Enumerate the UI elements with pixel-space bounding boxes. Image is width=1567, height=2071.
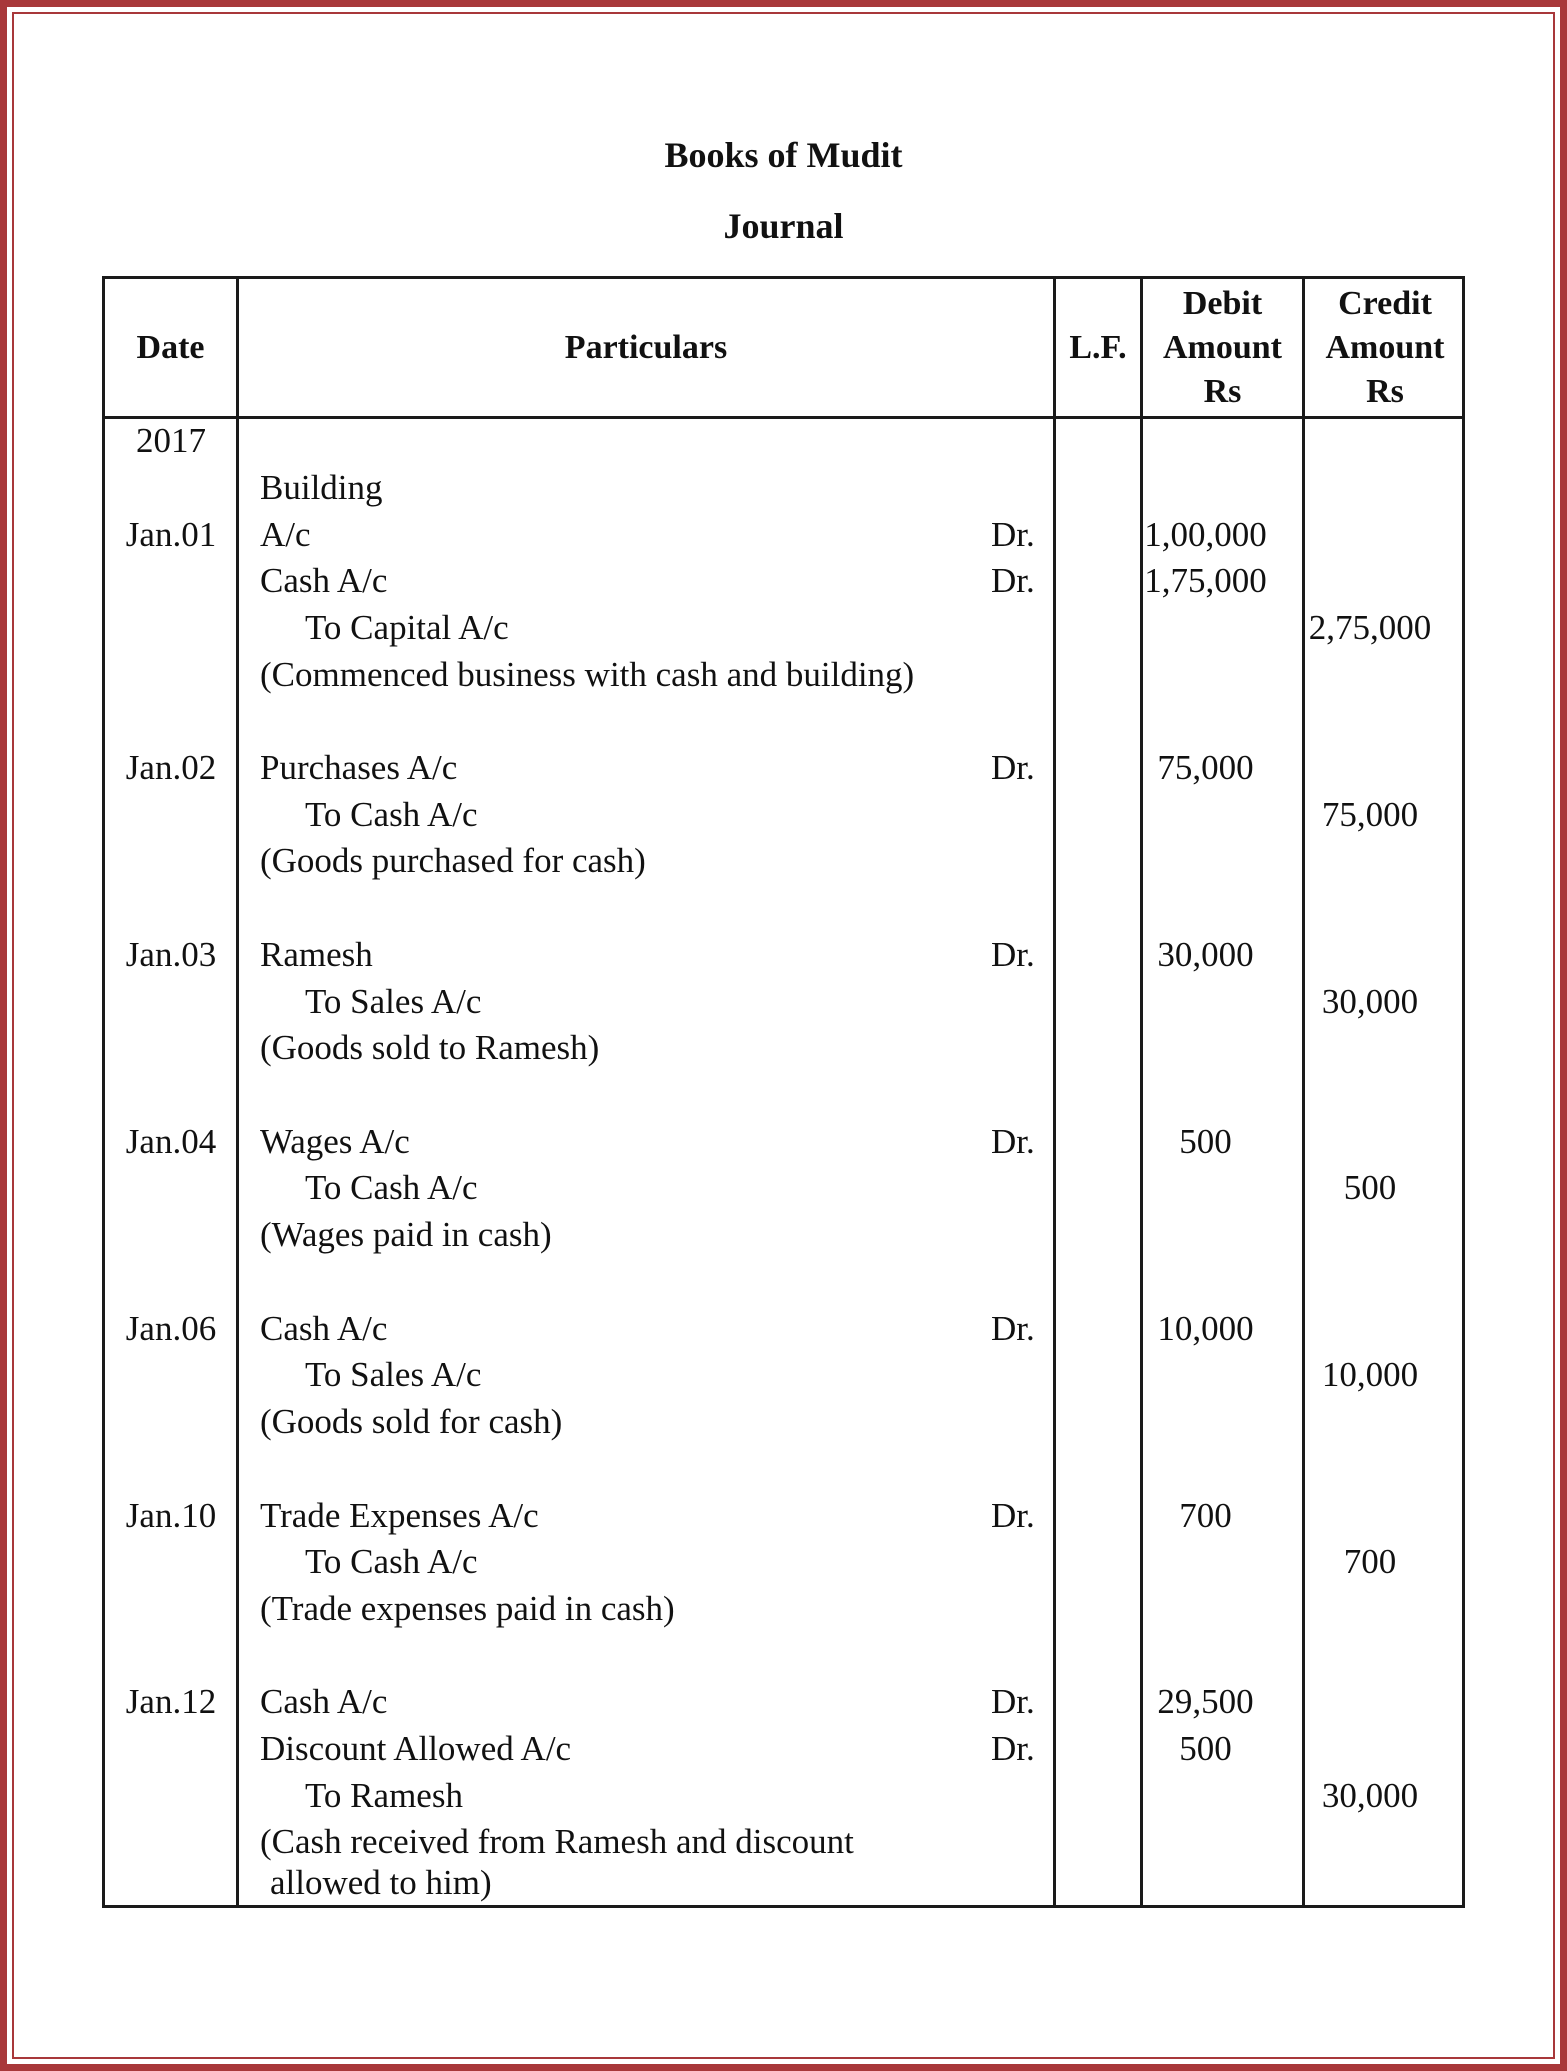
- entry-narration: (Trade expenses paid in cash): [260, 1589, 675, 1628]
- dr-label: Dr.: [991, 1729, 1035, 1768]
- entry-debit-account: Trade Expenses A/c: [260, 1496, 539, 1535]
- entry-date: Jan.06: [125, 1309, 217, 1348]
- col-divider-particulars: [1053, 279, 1056, 1905]
- entry-debit-account: Wages A/c: [260, 1122, 410, 1161]
- entry-narration: (Goods sold for cash): [260, 1402, 563, 1441]
- header-credit: [1305, 279, 1465, 416]
- header-debit-line2: Amount: [1162, 328, 1283, 366]
- book-title: Books of Mudit: [664, 135, 903, 175]
- header-date: Date: [136, 328, 205, 366]
- dr-label: Dr.: [991, 1682, 1035, 1721]
- debit-amount: 500: [1179, 1729, 1232, 1768]
- entry-debit-account-suffix: A/c: [260, 515, 311, 554]
- entry-date: Jan.12: [125, 1682, 217, 1721]
- credit-amount: 700: [1343, 1542, 1397, 1581]
- entry-debit-account: Cash A/c: [260, 561, 388, 600]
- entry-date: Jan.01: [125, 515, 217, 554]
- entry-debit-account: Purchases A/c: [260, 748, 458, 787]
- header-debit: [1143, 279, 1302, 416]
- credit-amount: 2,75,000: [1308, 608, 1432, 647]
- entry-debit-account: Discount Allowed A/c: [260, 1729, 572, 1768]
- header-particulars: Particulars: [564, 328, 728, 366]
- credit-amount: 10,000: [1321, 1355, 1419, 1394]
- header-debit-line1: Debit: [1182, 284, 1263, 322]
- entry-credit-account: To Cash A/c: [305, 1168, 478, 1207]
- entry-debit-account: Cash A/c: [260, 1309, 388, 1348]
- debit-amount: 10,000: [1157, 1309, 1254, 1348]
- debit-amount: 1,00,000: [1144, 515, 1267, 554]
- entry-debit-account: Building: [260, 468, 383, 507]
- credit-amount: 30,000: [1321, 982, 1419, 1021]
- dr-label: Dr.: [991, 748, 1035, 787]
- credit-amount: 500: [1343, 1168, 1397, 1207]
- entry-credit-account: To Cash A/c: [305, 1542, 478, 1581]
- journal-table: [102, 276, 1465, 1908]
- header-debit-line3: Rs: [1203, 372, 1242, 410]
- entry-credit-account: To Sales A/c: [305, 1355, 482, 1394]
- entry-date: Jan.04: [125, 1122, 217, 1161]
- journal-title: Journal: [723, 206, 844, 246]
- header-credit-line3: Rs: [1366, 372, 1404, 410]
- entry-narration: (Commenced business with cash and building): [260, 655, 915, 694]
- entry-narration: (Cash received from Ramesh and discount: [260, 1822, 854, 1861]
- header-divider: [105, 416, 1462, 419]
- entry-date: Jan.03: [125, 935, 217, 974]
- entry-narration: (Goods sold to Ramesh): [260, 1028, 600, 1067]
- entry-credit-account: To Capital A/c: [305, 608, 509, 647]
- dr-label: Dr.: [991, 515, 1035, 554]
- dr-label: Dr.: [991, 1309, 1035, 1348]
- entry-narration: (Goods purchased for cash): [260, 841, 646, 880]
- year: 2017: [136, 421, 206, 460]
- entry-credit-account: To Ramesh: [305, 1776, 463, 1815]
- dr-label: Dr.: [991, 935, 1035, 974]
- entry-credit-account: To Sales A/c: [305, 982, 482, 1021]
- entry-narration: (Wages paid in cash): [260, 1215, 552, 1254]
- debit-amount: 30,000: [1157, 935, 1254, 974]
- entry-debit-account: Ramesh: [260, 935, 373, 974]
- header-credit-line2: Amount: [1325, 328, 1445, 366]
- debit-amount: 700: [1179, 1496, 1232, 1535]
- dr-label: Dr.: [991, 561, 1035, 600]
- dr-label: Dr.: [991, 1496, 1035, 1535]
- col-divider-debit: [1302, 279, 1305, 1905]
- entry-date: Jan.10: [125, 1496, 217, 1535]
- entry-credit-account: To Cash A/c: [305, 795, 478, 834]
- debit-amount: 75,000: [1157, 748, 1254, 787]
- debit-amount: 29,500: [1157, 1682, 1254, 1721]
- credit-amount: 30,000: [1321, 1776, 1419, 1815]
- entry-date: Jan.02: [125, 748, 217, 787]
- debit-amount: 500: [1179, 1122, 1232, 1161]
- entry-narration-continued: allowed to him): [270, 1863, 492, 1902]
- entry-debit-account: Cash A/c: [260, 1682, 388, 1721]
- dr-label: Dr.: [991, 1122, 1035, 1161]
- header-lf: L.F.: [1069, 328, 1127, 366]
- header-credit-line1: Credit: [1338, 284, 1432, 322]
- debit-amount: 1,75,000: [1144, 561, 1267, 600]
- credit-amount: 75,000: [1321, 795, 1419, 834]
